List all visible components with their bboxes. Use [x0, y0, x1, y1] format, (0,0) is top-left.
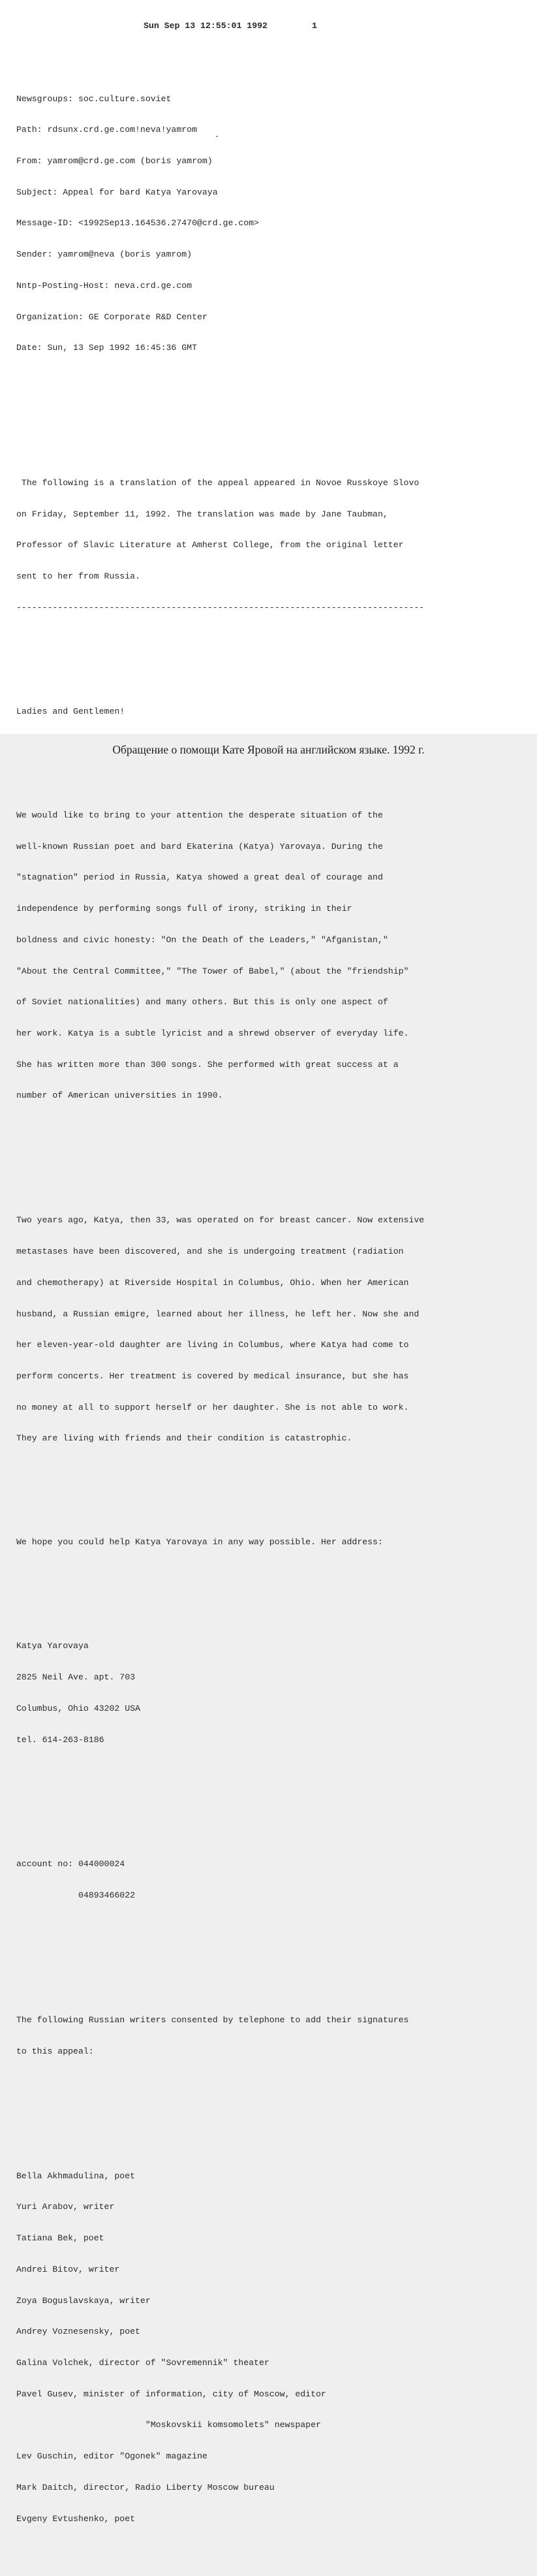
figure-caption: Обращение о помощи Кате Яровой на английском языке. 1992 г. [112, 743, 425, 756]
paragraph-line: perform concerts. Her treatment is covered by medical insurance, but she has [16, 1371, 409, 1381]
address-street: 2825 Neil Ave. apt. 703 [16, 1672, 136, 1683]
signatory: Pavel Gusev, minister of information, city of Moscow, editor [16, 2389, 326, 2399]
usenet-headers [16, 73, 532, 374]
paragraph-line: She has written more than 300 songs. She performed with great success at a [16, 1059, 399, 1070]
header-newsgroups: Newsgroups: soc.culture.soviet [16, 93, 172, 104]
paragraph-line: independence by performing songs full of irony, striking in their [16, 904, 352, 914]
paragraph-line: no money at all to support herself or her daughter. She is not able to work. [16, 1402, 409, 1412]
header-message-id: Message-ID: <1992Sep13.164536.27470@crd.ge.com> [16, 218, 259, 229]
signatory: Bella Akhmadulina, poet [16, 2171, 136, 2181]
paragraph-line: They are living with friends and their condition is catastrophic. [16, 1433, 352, 1444]
header-path: Path: rdsunx.crd.ge.com!neva!yamrom [16, 125, 197, 135]
signatories-intro [16, 1994, 532, 2077]
intro-paragraph [16, 457, 532, 633]
intro-line: The following is a translation of the appeal appeared in Novoe Russkoye Slovo [16, 478, 420, 488]
header-organization: Organization: GE Corporate R&D Center [16, 311, 207, 322]
account-number-continued: 04893466022 [16, 1890, 136, 1901]
spacer [16, 1579, 532, 1589]
spacer [16, 1797, 532, 1807]
header-posting-host: Nntp-Posting-Host: neva.crd.ge.com [16, 280, 192, 291]
signatory: Andrey Voznesensky, poet [16, 2327, 140, 2337]
intro-line: sent to her from Russia. [16, 571, 140, 582]
spacer [16, 1153, 532, 1164]
intro-line: on Friday, September 11, 1992. The translation was made by Jane Taubman, [16, 509, 388, 519]
signatory-continued: "Moskovskii komsomolets" newspaper [16, 2420, 321, 2430]
paragraph-line: "About the Central Committee," "The Tower of Babel," (about the "friendship" [16, 966, 409, 976]
paragraph-line: number of American universities in 1990. [16, 1090, 223, 1101]
paragraph-line: The following Russian writers consented by telephone to add their signatures [16, 2015, 409, 2026]
spacer [16, 665, 532, 675]
signatory: Mark Daitch, director, Radio Liberty Moscow bureau [16, 2482, 275, 2492]
header-date: Date: Sun, 13 Sep 1992 16:45:36 GMT [16, 343, 197, 353]
paragraph-line: metastases have been discovered, and she is undergoing treatment (radiation [16, 1247, 404, 1257]
spacer [16, 1496, 532, 1506]
paragraph-line: husband, a Russian emigre, learned about her illness, he left her. Now she and [16, 1309, 420, 1319]
signatories-list [16, 2150, 532, 2545]
spacer [16, 405, 532, 426]
address-phone: tel. 614-263-8186 [16, 1734, 104, 1745]
header-subject: Subject: Appeal for bard Katya Yarovaya [16, 187, 218, 197]
header-from: From: yamrom@crd.ge.com (boris yamrom) [16, 155, 213, 166]
signatory: Zoya Boguslavskaya, writer [16, 2295, 151, 2306]
paragraph-line: her work. Katya is a subtle lyricist and a shrewd observer of everyday life. [16, 1028, 409, 1039]
signatory: Andrei Bitov, writer [16, 2264, 120, 2274]
signatory: Lev Guschin, editor "Ogonek" magazine [16, 2451, 207, 2462]
header-sender: Sender: yamrom@neva (boris yamrom) [16, 249, 192, 260]
paragraph-line: "stagnation" period in Russia, Katya showed a great deal of courage and [16, 872, 383, 883]
print-header [144, 21, 317, 31]
paragraph-line: We would like to bring to your attention the desperate situation of the [16, 810, 383, 821]
paragraph-line: her eleven-year-old daughter are living in Columbus, where Katya had come to [16, 1340, 409, 1350]
spacer [16, 2108, 532, 2119]
account-number: account no: 044000024 [16, 1859, 125, 1869]
print-date: Sun Sep 13 12:55:01 1992 [144, 21, 268, 31]
paragraph-situation [16, 789, 532, 1122]
paragraph-line: to this appeal: [16, 2046, 94, 2056]
signatory: Yuri Arabov, writer [16, 2202, 115, 2212]
address-name: Katya Yarovaya [16, 1641, 89, 1651]
spacer [16, 1953, 532, 1964]
bank-account [16, 1839, 532, 1922]
paragraph-line: of Soviet nationalities) and many others. But this is only one aspect of [16, 997, 388, 1008]
message-body [16, 42, 532, 2576]
mailing-address [16, 1621, 532, 1766]
paragraph-line: and chemotherapy) at Riverside Hospital in Columbus, Ohio. When her American [16, 1277, 409, 1288]
signatory: Galina Volchek, director of "Sovremennik" theater [16, 2357, 269, 2368]
paragraph-help-request: We hope you could help Katya Yarovaya in any way possible. Her address: [16, 1537, 383, 1548]
salutation: Ladies and Gentlemen! [16, 706, 125, 716]
paragraph-line: Two years ago, Katya, then 33, was operated on for breast cancer. Now extensive [16, 1215, 425, 1226]
paragraph-line: well-known Russian poet and bard Ekaterina (Katya) Yarovaya. During the [16, 841, 383, 851]
address-city: Columbus, Ohio 43202 USA [16, 1703, 140, 1713]
paragraph-line: boldness and civic honesty: "On the Death of the Leaders," "Afganistan," [16, 934, 388, 945]
page-number: 1 [311, 21, 317, 31]
separator-line: ------------------------------------------------------------------------------- [16, 602, 425, 612]
signatory: Tatiana Bek, poet [16, 2233, 104, 2244]
paragraph-illness [16, 1195, 532, 1465]
intro-line: Professor of Slavic Literature at Amherst College, from the original letter [16, 540, 404, 550]
signatory: Evgeny Evtushenko, poet [16, 2513, 136, 2524]
